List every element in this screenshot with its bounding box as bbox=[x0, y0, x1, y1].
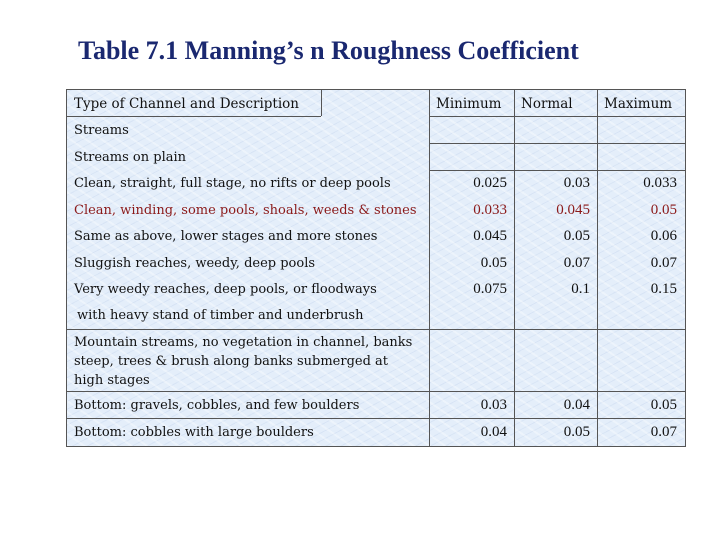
row-minimum: 0.075 bbox=[473, 281, 507, 297]
page-title: Table 7.1 Manning’s n Roughness Coefficient bbox=[78, 36, 579, 65]
row-divider bbox=[429, 170, 685, 171]
row-minimum: 0.025 bbox=[473, 175, 507, 191]
row-maximum: 0.033 bbox=[643, 175, 677, 191]
header-divider bbox=[321, 90, 322, 116]
row-description: Sluggish reaches, weedy, deep pools bbox=[74, 256, 316, 271]
manning-n-table bbox=[66, 89, 686, 447]
row-normal: 0.04 bbox=[563, 397, 590, 413]
row-normal: 0.045 bbox=[556, 202, 590, 218]
row-minimum: 0.04 bbox=[480, 424, 507, 440]
row-description: Bottom: gravels, cobbles, and few boulders bbox=[74, 398, 360, 413]
row-description: Streams on plain bbox=[74, 150, 187, 165]
row-minimum: 0.03 bbox=[480, 397, 507, 413]
row-maximum: 0.05 bbox=[650, 397, 677, 413]
row-maximum: 0.07 bbox=[650, 424, 677, 440]
row-maximum: 0.06 bbox=[650, 228, 677, 244]
row-normal: 0.03 bbox=[563, 175, 590, 191]
row-divider bbox=[67, 391, 685, 392]
row-description: Same as above, lower stages and more stones bbox=[74, 229, 378, 244]
row-normal: 0.05 bbox=[563, 424, 590, 440]
row-description: with heavy stand of timber and underbrush bbox=[77, 308, 364, 323]
row-normal: 0.1 bbox=[571, 281, 590, 297]
row-description: Very weedy reaches, deep pools, or floodways bbox=[74, 282, 377, 297]
header-description: Type of Channel and Description bbox=[74, 96, 299, 112]
row-normal: 0.05 bbox=[563, 228, 590, 244]
row-description: Clean, winding, some pools, shoals, weeds & stones bbox=[74, 203, 417, 218]
row-divider bbox=[429, 116, 685, 117]
row-description: Clean, straight, full stage, no rifts or deep pools bbox=[74, 176, 391, 191]
row-divider bbox=[67, 116, 321, 117]
row-maximum: 0.15 bbox=[650, 281, 677, 297]
row-divider bbox=[67, 418, 685, 419]
row-maximum: 0.07 bbox=[650, 255, 677, 271]
row-description: Mountain streams, no vegetation in channel, banks steep, trees & brush along banks submerged at high stages bbox=[74, 335, 413, 388]
row-maximum: 0.05 bbox=[650, 202, 677, 218]
row-description: Streams bbox=[74, 123, 129, 138]
row-minimum: 0.033 bbox=[473, 202, 507, 218]
row-minimum: 0.05 bbox=[480, 255, 507, 271]
row-divider bbox=[67, 329, 685, 330]
row-divider bbox=[429, 143, 685, 144]
header-normal: Normal bbox=[521, 96, 573, 112]
header-maximum: Maximum bbox=[604, 96, 673, 112]
header-minimum: Minimum bbox=[436, 96, 502, 112]
row-normal: 0.07 bbox=[563, 255, 590, 271]
row-minimum: 0.045 bbox=[473, 228, 507, 244]
row-description: Bottom: cobbles with large boulders bbox=[74, 425, 314, 440]
